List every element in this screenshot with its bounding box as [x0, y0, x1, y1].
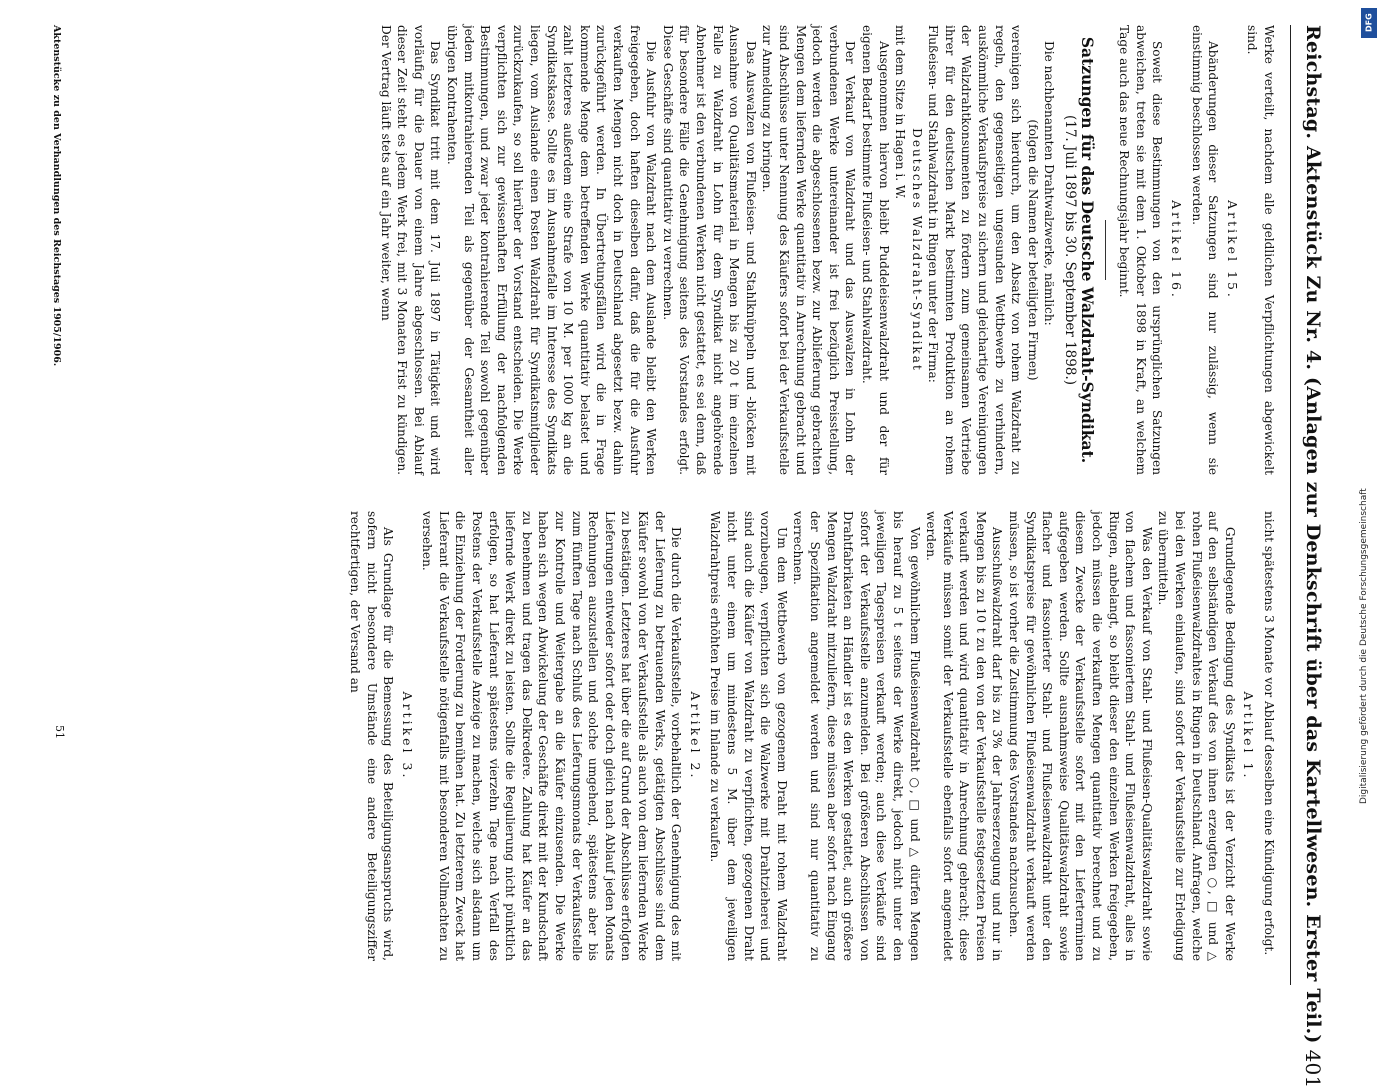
paragraph: Abänderungen dieser Satzungen sind nur zulässig, wenn sie einstimmig beschlossen werden. — [1189, 25, 1221, 475]
paragraph: Um dem Wettbewerb von gezogenem Draht mit rohem Walzdraht vorzubeugen, verpflichten sich die Walzwerke mit Drahtzieherei und sind auch die Käufer von Walzdraht zu verpflichten, gezogenen Draht nicht unter einem um mindestens 5 M. über dem jeweiligen Walzdrahtpreis erhöhten Preise im Inlande zu verkaufen. — [708, 511, 789, 961]
paragraph: nicht spätestens 3 Monate vor Ablauf desselben eine Kündigung erfolgt. — [1262, 511, 1276, 956]
paragraph: Das Auswalzen von Flußeisen- und Stahlknüppeln und -blöcken mit Ausnahme von Qualitätsmaterial in Mengen bis zu 20 t im einzelnen Falle zu Walzdraht in Lohn für dem Syndikat nicht angehörende Abnehmer ist den verbundenen Werken nicht gestattet, es sei denn, daß für besondere Fälle die Genehmigung seitens des Vorstandes erfolgt. Diese Geschäfte sind quantitativ zu verrechnen. — [660, 25, 758, 475]
dfg-logo: DFG — [1361, 8, 1377, 38]
paragraph: (folgen die Namen der beteiligten Firmen) — [1025, 119, 1040, 381]
paragraph: vereinigen sich hierdurch, um den Absatz von rohem Walzdraht zu regeln, den gegenseitigen ungesunden Wettbewerb zu verhindern, auskömmliche Verkaufspreise zu sichern und gleichartige Vereinigungen der Walzdrahtkonsumenten zu fördern zum gemeinsamen Vertriebe ihrer für den deutschen Markt bestimmten Produktion an rohem Flußeisen- und Stahlwalzdraht in Ringen unter der Firma: — [926, 25, 1024, 475]
left-column — [85, 25, 1277, 475]
paragraph: Soweit diese Bestimmungen von den ursprünglichen Satzungen abweichen, treten sie mit dem 1. Oktober 1898 in Kraft, an welchem Tage auch das neue Rechnungsjahr beginnt. — [1117, 25, 1165, 475]
paragraph: Das Syndikat tritt mit dem 17. Juli 1897 in Tätigkeit und wird vorläufig für die Dauer von einem Jahre abgeschlossen. Bei Ablauf dieser Zeit steht es jedem Werk frei, mit 3 Monaten Frist zu kündigen. Der Vertrag läuft stets auf ein Jahr weiter, wenn — [378, 25, 443, 475]
article-heading: Artikel 15. — [1224, 200, 1240, 300]
digitization-sidebar — [1355, 0, 1383, 1000]
header-title: Reichstag. Aktenstück Zu Nr. 4. (Anlagen zur Denkschrift über das Kartellwesen. Erster Teil.) — [1302, 25, 1324, 1044]
paragraph: Ausschußwalzdraht darf bis zu 3% der Jahreserzeugung und nur in Mengen bis zu 10 t zu den von der Verkaufsstelle festgesetzten Preisen verkauft werden und wird quantitativ in Anrechnung gebracht; diese Verkäufe müssen somit der Verkaufsstelle ebenfalls sofort angemeldet werden. — [924, 511, 1005, 961]
paragraph: Werke verteilt, nachdem alle geldlichen Verpflichtungen abgewickelt sind. — [1245, 25, 1276, 475]
paragraph: Von gewöhnlichem Flußeisenwalzdraht ○, □ und △ dürfen Mengen bis herauf zu 5 t seitens der Werke direkt, jedoch nicht unter den jeweiligen Tagespreisen verkauft werden; auch diese Verkäufe sind sofort der Verkaufsstelle anzumelden. Bei größeren Abschlüssen von Drahtfabrikaten an Händler ist es den Werken gestattet, auch größere Mengen Walzdraht mitzuliefern, diese müssen aber sofort nach Eingang der Spezifikation angemeldet werden und sind nur quantitativ zu verrechnen. — [791, 511, 922, 961]
firm-name: Deutsches Walzdraht-Syndikat — [909, 128, 924, 372]
paragraph: Grundlegende Bedingung des Syndikats ist der Verzicht der Werke auf den selbständigen Verkauf des von ihnen erzeugten ○, □ und △ rohen Flußeisenwalzdrahtes in Ringen in Deutschland. Anfragen, welche bei den Werken einlaufen, sind sofort der Verkaufsstelle zur Erledigung zu übermitteln. — [1156, 511, 1237, 961]
header-page-number: 401 — [1301, 1049, 1325, 1088]
paragraph: Die nachbenannten Drahtwalzwerke, nämlich: — [1042, 41, 1057, 326]
paragraph: Ausgenommen hiervon bleibt Puddeleisenwalzdraht und der für eigenen Bedarf bestimmte Flußeisen- und Stahlwalzdraht. — [859, 25, 891, 475]
article-heading: Artikel 3. — [399, 691, 415, 781]
article-heading: Artikel 16. — [1169, 200, 1185, 300]
document-page — [45, 25, 1335, 1088]
page-header — [1290, 25, 1335, 1088]
paragraph: Was den Verkauf von Stahl- und Flußeisen-Qualitätswalzdraht sowie von flachem und fassoniertem Stahl- und Flußeisenwalzdraht, alles in Ringen, anbelangt, so bleibt dieser den einzelnen Werken freigegeben, jedoch müssen die verkauften Mengen quantitativ berechnet und zu diesem Zwecke der Verkaufsstelle sofort mit den Lieferterminen aufgegeben werden. Sollte ausnahmsweise Qualitätswalzdraht sowie flacher und fassonierter Stahl- und Flußeisenwalzdraht unter den Syndikatspreise für gewöhnlichen Flußeisenwalzdraht verkauft werden müssen, so ist vorher die Zustimmung des Vorstandes nachzusuchen. — [1007, 511, 1154, 961]
paragraph: mit dem Sitze in Hagen i. W. — [893, 25, 908, 200]
footnote: Aktenstücke zu den Verhandlungen des Reichstages 1905/1906. — [51, 25, 62, 367]
paragraph: Die Ausfuhr von Walzdraht nach dem Auslande bleibt den Werken freigegeben, doch haften dieselben dafür, daß die für die Ausfuhr verkauften Mengen nicht doch in Deutschland abgesetzt bezw. dahin zurückgeführt werden. In Übertretungsfällen wird die in Frage kommende Menge dem betreffenden Werke quantitativ belastet und zahlt letzteres außerdem eine Strafe von 10 M. per 1000 kg an die Syndikatskasse. Sollte es im Ausnahmefalle im Interesse des Syndikats liegen, vom Auslande einen Posten Walzdraht für Syndikatsmitglieder zurückzukaufen, so soll hierüber der Vorstand entscheiden. Die Werke verpflichten sich zur gewissenhaften Erfüllung der nachfolgenden Bestimmungen, und zwar jeder kontrahierende Teil sowohl gegenüber jedem mitkontrahierenden Teil als gegenüber der Gesamtheit aller übrigen Kontrahenten. — [445, 25, 659, 475]
right-column — [85, 511, 1277, 961]
paragraph: Als Grundlage für die Bemessung des Beteiligungsanspruchs wird, sofern nicht besondere Umstände eine andere Beteiligungsziffer rechtfertigen, der Versand an — [347, 511, 396, 961]
digitization-credit: Digitalisierung gefördert durch die Deutsche Forschungsgemeinschaft — [1359, 488, 1369, 804]
section-date: (17. Juli 1897 bis 30. September 1898.) — [1062, 114, 1079, 386]
separator — [1105, 220, 1106, 280]
article-heading: Artikel 1. — [1241, 691, 1257, 781]
sheet-number: 51 — [53, 725, 66, 739]
article-heading: Artikel 2. — [687, 691, 703, 781]
section-title: Satzungen für das Deutsche Walzdraht-Syndikat. — [1077, 36, 1097, 464]
paragraph: Der Verkauf von Walzdraht und das Auswalzen in Lohn der verbundenen Werke untereinander ist frei bezüglich Preisstellung, jedoch werden die abgeschlossenen bezw. zur Ablieferung gebrachten Mengen dem liefernden Werke quantitativ in Anrechnung gebracht und sind Abschlüsse unter Nennung des Käufers sofort bei der Verkaufsstelle zur Anmeldung zu bringen. — [760, 25, 858, 475]
paragraph: Die durch die Verkaufsstelle, vorbehaltlich der Genehmigung des mit der Lieferung zu betrauenden Werks, getätigten Abschlüsse sind dem Käufer sowohl von der Verkaufsstelle als auch von dem liefernden Werke zu bestätigen. Letzteres hat über die auf Grund der Abschlüsse erfolgten Lieferungen entweder sofort oder doch gleich nach Ablauf jeden Monats Rechnungen auszustellen und solche umgehend, spätestens aber bis zum fünften Tage nach Schluß des Lieferungsmonats der Verkaufsstelle zur Kontrolle und Weitergabe an die Käufer einzusenden. Die Werke haben sich wegen Abwickelung der Geschäfte direkt mit der Kundschaft zu benehmen und tragen das Delkredere. Zahlung hat Käufer an das liefernde Werk direkt zu leisten. Sollte die Regulierung nicht pünktlich erfolgen, so hat Lieferant spätestens vierzehn Tage nach Verfall des Postens der Verkaufsstelle Anzeige zu machen, welche sich alsdann um die Einziehung der Forderung zu bemühen hat. Zu letzterem Zweck hat Lieferant die Verkaufsstelle nötigenfalls mit besonderen Vollmachten zu versehen. — [420, 511, 684, 961]
